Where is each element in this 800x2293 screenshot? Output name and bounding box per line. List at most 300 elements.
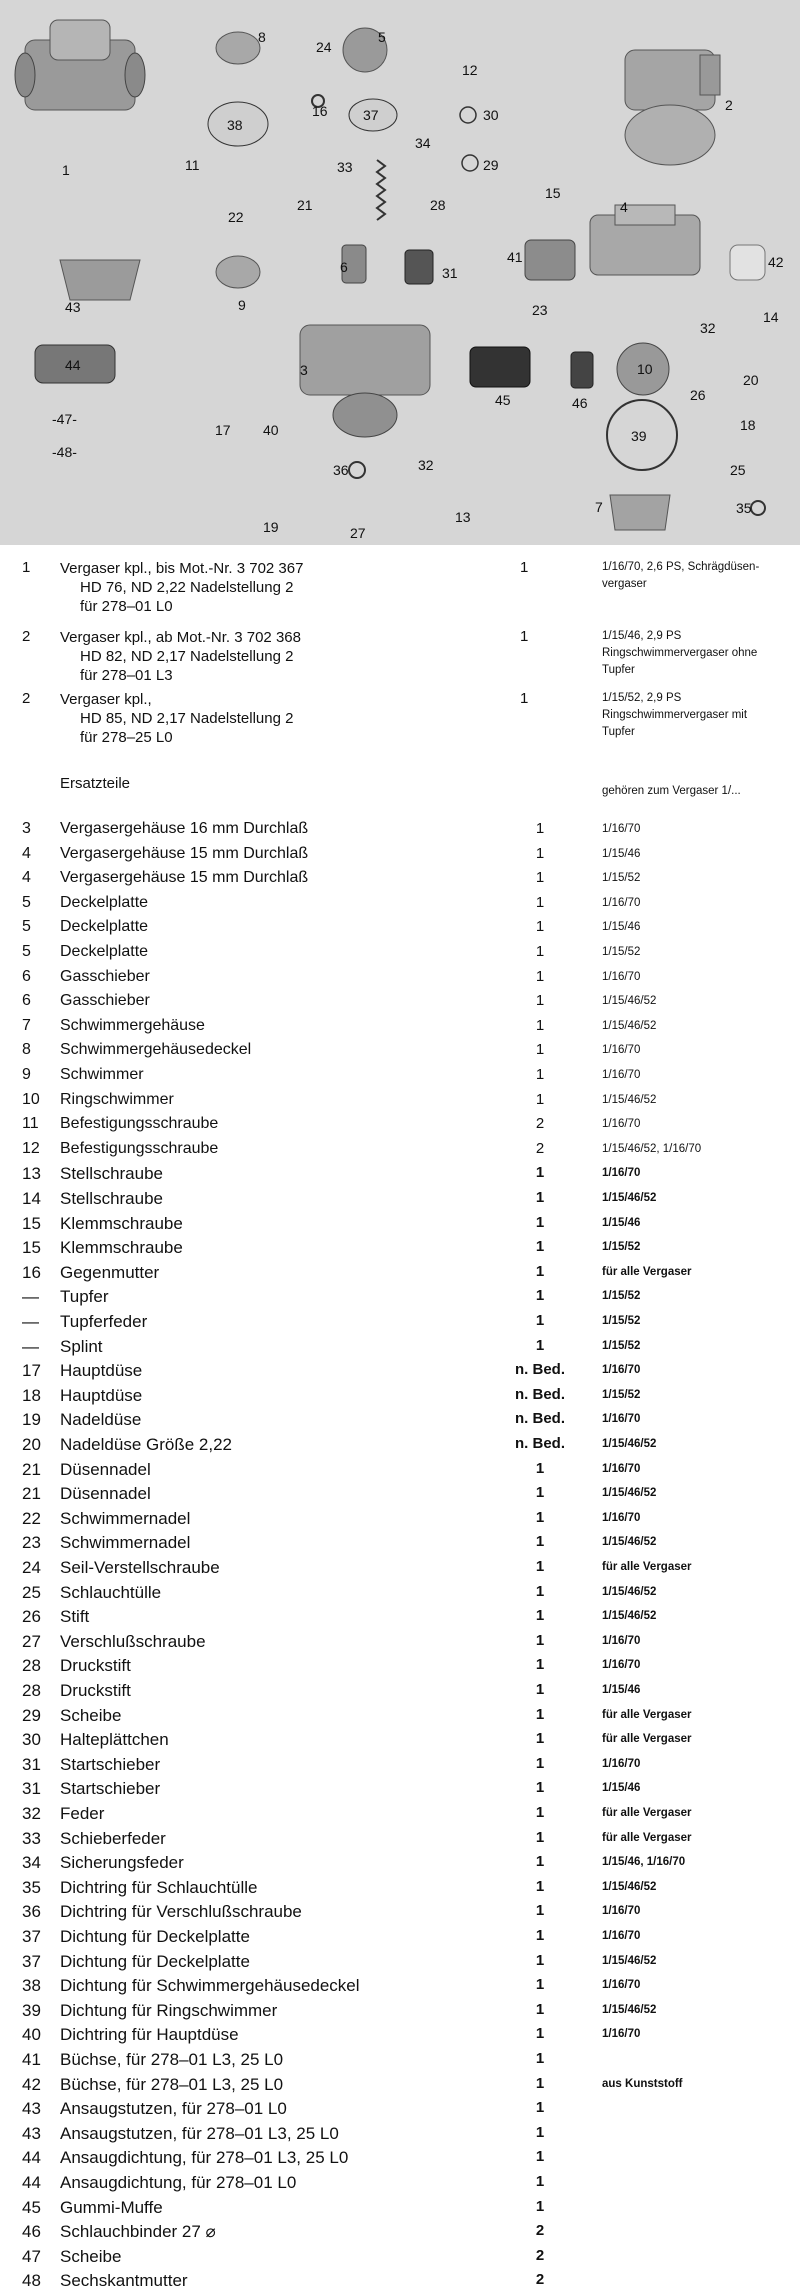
table-row	[0, 1556, 800, 1580]
item-number: 47	[22, 2246, 41, 2266]
item-description: Befestigungsschraube	[60, 1139, 219, 1157]
item-description: Splint	[60, 1336, 103, 1356]
item-description: Scheibe	[60, 1705, 122, 1725]
item-description: Vergasergehäuse 15 mm Durchlaß	[60, 844, 309, 862]
callout-layer	[0, 0, 800, 545]
item-quantity: 1	[535, 967, 545, 985]
table-row	[0, 1138, 800, 1162]
table-row	[0, 1925, 800, 1949]
item-note: 1/16/70	[602, 1757, 641, 1770]
table-row	[0, 1777, 800, 1801]
item-note: 1/15/46/52	[602, 2003, 657, 2016]
item-quantity: 1	[535, 893, 545, 911]
item-number: 31	[22, 1779, 41, 1799]
item-number: 7	[22, 1016, 31, 1034]
item-number: 15	[22, 1213, 41, 1233]
item-description: Schwimmernadel	[60, 1508, 191, 1528]
item-description: Schlauchtülle	[60, 1582, 162, 1602]
item-note: für alle Vergaser	[602, 1561, 692, 1573]
item-description: Nadeldüse	[60, 1410, 142, 1430]
item-number: 1	[22, 559, 31, 576]
item-number: 33	[22, 1828, 41, 1848]
item-note: 1/16/70	[602, 1462, 641, 1475]
callout-28: 28	[430, 197, 446, 213]
item-quantity: 1	[535, 1312, 545, 1329]
item-quantity: 1	[535, 1066, 545, 1083]
table-row	[0, 966, 800, 990]
item-description: Druckstift	[60, 1681, 131, 1700]
exploded-view-illustration	[0, 0, 800, 545]
item-number: 5	[22, 918, 31, 936]
item-number: 48	[22, 2271, 41, 2291]
table-row	[0, 1064, 800, 1088]
item-quantity: 1	[535, 1631, 545, 1649]
table-row	[0, 2245, 800, 2269]
spare-parts-note: gehören zum Vergaser 1/...	[602, 785, 741, 797]
item-note: 1/16/70	[602, 1118, 641, 1131]
item-note: 1/16/70	[602, 1511, 641, 1524]
table-row	[0, 2122, 800, 2146]
item-quantity: 1	[535, 1779, 545, 1797]
item-description: Verschlußschraube	[60, 1631, 206, 1651]
item-number: —	[22, 1287, 39, 1307]
item-number: 43	[22, 2099, 41, 2119]
item-quantity: 1	[535, 820, 545, 837]
item-quantity: 1	[535, 2148, 545, 2166]
item-quantity: 1	[535, 2173, 545, 2190]
item-description: Deckelplatte	[60, 918, 149, 936]
item-description: Dichtung für Deckelplatte	[60, 1927, 250, 1946]
item-quantity: 1	[535, 1508, 545, 1526]
callout-17: 17	[215, 422, 231, 438]
table-row	[0, 1433, 800, 1457]
item-number: 41	[22, 2050, 41, 2069]
item-note: 1/15/46/52	[602, 995, 657, 1008]
callout-1: 1	[62, 162, 70, 178]
table-row	[0, 1876, 800, 1900]
item-number: 13	[22, 1164, 41, 1184]
item-description: Dichtung für Schwimmergehäusedeckel	[60, 1976, 360, 1996]
item-quantity: 1	[535, 1336, 545, 1354]
item-note: 1/15/46/52	[602, 1880, 657, 1893]
item-note: für alle Vergaser	[602, 1807, 692, 1819]
item-note: 1/16/70	[602, 1979, 641, 1992]
item-note: 1/15/52	[602, 1388, 641, 1401]
table-row	[0, 2196, 800, 2220]
table-row	[0, 1531, 800, 1555]
table-row	[0, 1015, 800, 1039]
callout-26: 26	[690, 387, 706, 403]
table-row	[0, 1458, 800, 1482]
item-quantity: 1	[535, 1484, 545, 1502]
item-description: Scheibe	[60, 2246, 122, 2266]
table-row	[0, 818, 800, 842]
item-number: 22	[22, 1508, 41, 1528]
table-row	[0, 2269, 800, 2293]
callout-5: 5	[378, 29, 386, 45]
table-row	[0, 1261, 800, 1285]
item-note: 1/15/46/52	[602, 1536, 657, 1549]
item-note: 1/15/46/52	[602, 1585, 657, 1598]
item-number: 43	[22, 2123, 41, 2143]
table-row	[0, 1753, 800, 1777]
item-quantity: 1	[535, 869, 545, 887]
callout-25: 25	[730, 462, 746, 478]
item-note: 1/15/46/52	[602, 1019, 657, 1032]
callout-20: 20	[743, 372, 759, 388]
item-number: 20	[22, 1435, 41, 1454]
callout-4: 4	[620, 199, 628, 215]
table-row	[0, 1310, 800, 1334]
callout-38: 38	[227, 117, 243, 133]
item-description: Dichtung für Deckelplatte	[60, 1951, 250, 1971]
callout-16: 16	[312, 103, 328, 119]
table-row	[0, 2097, 800, 2121]
item-number: 27	[22, 1631, 41, 1651]
callout-42: 42	[768, 254, 784, 270]
callout-21: 21	[297, 197, 313, 213]
item-quantity: 1	[535, 1927, 545, 1944]
table-row	[0, 1974, 800, 1998]
table-row	[0, 1900, 800, 1924]
callout-23: 23	[532, 302, 548, 318]
item-number: 16	[22, 1262, 41, 1282]
item-note: 1/15/46	[602, 1216, 641, 1229]
item-note: 1/15/46, 1/16/70	[602, 1856, 686, 1869]
item-number: 4	[22, 869, 31, 887]
item-quantity: 2	[535, 2222, 545, 2240]
item-number: 21	[22, 1484, 41, 1504]
item-note: 1/16/70, 2,6 PS, Schrägdüsen- vergaser	[602, 561, 760, 590]
table-row	[0, 1408, 800, 1432]
item-quantity: 1	[535, 1804, 545, 1821]
item-quantity: 1	[535, 1213, 545, 1231]
item-quantity: 1	[535, 1459, 545, 1477]
item-description: Feder	[60, 1804, 105, 1823]
item-number: 8	[22, 1041, 31, 1059]
callout-12: 12	[462, 62, 478, 78]
item-number: 6	[22, 967, 31, 985]
item-description: Deckelplatte	[60, 893, 149, 911]
callout-19: 19	[263, 519, 279, 535]
item-quantity: n. Bed.	[514, 1435, 565, 1452]
item-description: Stellschraube	[60, 1189, 164, 1208]
item-note: 1/16/70	[602, 1659, 641, 1672]
item-number: 36	[22, 1902, 41, 1922]
callout-41: 41	[507, 249, 523, 265]
item-quantity: 1	[535, 1582, 545, 1600]
item-number: —	[22, 1336, 39, 1356]
item-number: 37	[22, 1951, 41, 1971]
item-description: Gasschieber	[60, 967, 150, 985]
item-quantity: 1	[535, 1705, 545, 1723]
item-note: 1/16/70	[602, 2028, 641, 2041]
item-number: 25	[22, 1582, 41, 1602]
item-quantity: 1	[535, 1828, 545, 1846]
item-number: 37	[22, 1927, 41, 1946]
item-quantity: 1	[535, 1533, 545, 1551]
table-row	[0, 1704, 800, 1728]
item-description: Büchse, für 278–01 L3, 25 L0	[60, 2074, 284, 2094]
item-description: Tupfer	[60, 1287, 109, 1307]
item-quantity: 1	[535, 1016, 545, 1034]
table-row	[0, 1384, 800, 1408]
item-description: Hauptdüse	[60, 1385, 143, 1405]
table-row	[0, 2220, 800, 2244]
item-note: 1/15/46	[602, 921, 641, 934]
table-row	[0, 1605, 800, 1629]
item-number: 3	[22, 820, 31, 837]
callout-45: 45	[495, 392, 511, 408]
callout-8: 8	[258, 29, 266, 45]
table-row	[0, 1212, 800, 1236]
item-note: 1/16/70	[602, 1044, 641, 1057]
item-number: 40	[22, 2025, 41, 2045]
callout-31: 31	[442, 265, 458, 281]
item-number: 38	[22, 1976, 41, 1996]
item-description: Schwimmergehäuse	[60, 1016, 205, 1034]
item-quantity: 1	[535, 918, 545, 936]
callout-46: 46	[572, 395, 588, 411]
item-note: 1/16/70	[602, 970, 641, 983]
item-number: 5	[22, 893, 31, 911]
item-note: 1/16/70	[602, 1069, 641, 1081]
callout-18: 18	[740, 417, 756, 433]
item-note: 1/16/70	[602, 1167, 641, 1180]
table-row	[0, 1236, 800, 1260]
item-quantity: 2	[535, 2271, 545, 2289]
item-number: 30	[22, 1730, 41, 1750]
item-quantity: 1	[535, 2050, 545, 2067]
item-quantity: n. Bed.	[514, 1361, 565, 1379]
item-note: 1/15/46	[602, 1782, 641, 1795]
callout-36: 36	[333, 462, 349, 478]
parts-list-section	[0, 545, 800, 2291]
table-row	[0, 990, 800, 1014]
item-description: Klemmschraube	[60, 1213, 183, 1233]
table-row	[0, 1039, 800, 1063]
item-number: 17	[22, 1361, 41, 1381]
table-row	[0, 941, 800, 965]
item-quantity: 1	[520, 559, 529, 576]
callout-14: 14	[763, 309, 779, 325]
item-description: Stift	[60, 1607, 90, 1627]
item-description: Gummi-Muffe	[60, 2197, 163, 2217]
item-number: 24	[22, 1558, 41, 1577]
table-row	[0, 1679, 800, 1703]
item-description: Düsennadel	[60, 1484, 151, 1504]
item-number: 12	[22, 1139, 40, 1157]
table-row	[0, 1950, 800, 1974]
callout-9: 9	[238, 297, 246, 313]
item-number: 4	[22, 844, 31, 862]
item-number: 44	[22, 2173, 41, 2192]
table-row	[0, 1654, 800, 1678]
item-note: 1/16/70	[602, 823, 641, 835]
item-note: 1/15/46/52	[602, 1438, 657, 1450]
item-description: Schwimmergehäusedeckel	[60, 1041, 252, 1059]
item-number: 21	[22, 1459, 41, 1479]
item-number: 23	[22, 1533, 41, 1553]
table-row	[0, 1285, 800, 1309]
item-number: 15	[22, 1238, 41, 1258]
item-description: Stellschraube	[60, 1164, 164, 1184]
item-description: Druckstift	[60, 1656, 131, 1676]
item-quantity: 1	[535, 1558, 545, 1575]
item-description: Schwimmernadel	[60, 1533, 191, 1553]
table-row	[0, 1187, 800, 1211]
item-quantity: 1	[520, 690, 529, 707]
item-note: 1/16/70	[602, 1634, 641, 1647]
callout-37: 37	[363, 107, 379, 123]
spare-parts-heading: Ersatzteile	[60, 775, 131, 792]
item-description: Sicherungsfeder	[60, 1853, 184, 1873]
callout-3: 3	[300, 362, 308, 378]
callout-27: 27	[350, 525, 366, 541]
callout-35: 35	[736, 500, 752, 516]
item-note: 1/15/46/52	[602, 1093, 657, 1106]
item-quantity: 1	[535, 2099, 545, 2117]
item-number: 6	[22, 992, 31, 1010]
table-row	[0, 2048, 800, 2072]
item-description: Vergaser kpl., bis Mot.-Nr. 3 702 367 HD 76, ND 2,22 Nadelstellung 2 für 278–01 L0	[60, 560, 304, 615]
item-number: 9	[22, 1066, 31, 1083]
item-description: Befestigungsschraube	[60, 1115, 219, 1133]
callout-6: 6	[340, 259, 348, 275]
item-quantity: 1	[535, 1976, 545, 1994]
item-quantity: 1	[535, 1754, 545, 1772]
callout-47: -47-	[52, 411, 77, 427]
item-number: 5	[22, 943, 31, 960]
item-number: 2	[22, 628, 31, 645]
item-description: Schieberfeder	[60, 1828, 166, 1848]
item-number: 29	[22, 1705, 41, 1725]
table-row	[0, 1999, 800, 2023]
item-number: 14	[22, 1189, 41, 1208]
item-quantity: 1	[535, 1287, 545, 1305]
item-note: 1/15/46/52	[602, 1192, 657, 1204]
table-row	[0, 1728, 800, 1752]
item-quantity: 1	[535, 1090, 545, 1108]
item-note: 1/15/46/52, 1/16/70	[602, 1142, 702, 1155]
table-row	[0, 1851, 800, 1875]
callout-22: 22	[228, 209, 244, 225]
item-description: Ansaugdichtung, für 278–01 L3, 25 L0	[60, 2148, 349, 2168]
callout-40: 40	[263, 422, 279, 438]
callout-34: 34	[415, 135, 431, 151]
item-description: Dichtung für Ringschwimmer	[60, 2000, 278, 2020]
table-row	[0, 867, 800, 891]
item-quantity: 1	[535, 2000, 545, 2018]
item-number: —	[22, 1312, 39, 1331]
item-quantity: 1	[535, 844, 545, 862]
table-row	[0, 1630, 800, 1654]
item-quantity: 1	[535, 2074, 545, 2092]
item-note: für alle Vergaser	[602, 1265, 692, 1278]
table-row	[0, 1802, 800, 1826]
item-description: Nadeldüse Größe 2,22	[60, 1435, 232, 1454]
item-description: Ansaugstutzen, für 278–01 L3, 25 L0	[60, 2123, 339, 2143]
callout-32a: 32	[418, 457, 434, 473]
table-row	[0, 1162, 800, 1186]
table-row	[0, 2073, 800, 2097]
item-number: 32	[22, 1804, 41, 1823]
callout-13: 13	[455, 509, 471, 525]
callout-39: 39	[631, 428, 647, 444]
item-note: 1/15/52	[602, 872, 641, 885]
item-quantity: 2	[535, 2246, 545, 2264]
callout-29: 29	[483, 157, 499, 173]
item-quantity: 1	[535, 992, 545, 1010]
item-quantity: 1	[535, 1681, 545, 1698]
item-quantity: 1	[535, 1656, 545, 1674]
item-description: Sechskantmutter	[60, 2271, 188, 2291]
item-note: 1/16/70	[602, 1364, 641, 1377]
item-note: 1/15/52	[602, 1339, 641, 1352]
item-note: 1/16/70	[602, 1905, 641, 1918]
item-description: Vergaser kpl., HD 85, ND 2,17 Nadelstellung 2 für 278–25 L0	[60, 691, 294, 746]
item-number: 18	[22, 1385, 41, 1405]
table-row	[0, 1089, 800, 1113]
item-number: 28	[22, 1656, 41, 1676]
item-quantity: 1	[535, 1041, 545, 1059]
callout-15: 15	[545, 185, 561, 201]
item-quantity: 1	[535, 1189, 545, 1206]
table-row	[0, 1581, 800, 1605]
item-note: für alle Vergaser	[602, 1831, 692, 1844]
callout-30: 30	[483, 107, 499, 123]
item-quantity: 1	[535, 1730, 545, 1748]
item-description: Dichtring für Hauptdüse	[60, 2025, 239, 2045]
callout-11: 11	[185, 157, 200, 173]
table-row	[0, 892, 800, 916]
table-row	[0, 1359, 800, 1383]
item-quantity: 1	[535, 2123, 545, 2141]
item-quantity: n. Bed.	[514, 1410, 565, 1428]
item-number: 45	[22, 2197, 41, 2217]
item-note: 1/15/46/52	[602, 1954, 657, 1967]
item-note: 1/15/52	[602, 1315, 641, 1327]
item-note: 1/15/52	[602, 1241, 641, 1254]
item-description: Gegenmutter	[60, 1262, 160, 1282]
callout-48: -48-	[52, 444, 77, 460]
item-quantity: 1	[535, 1951, 545, 1969]
item-description: Hauptdüse	[60, 1361, 143, 1381]
item-number: 34	[22, 1853, 41, 1873]
item-description: Tupferfeder	[60, 1312, 148, 1331]
item-quantity: 1	[520, 628, 529, 645]
table-row	[0, 1827, 800, 1851]
item-quantity: 2	[535, 1115, 545, 1133]
table-row	[0, 1335, 800, 1359]
item-note: 1/15/46/52	[602, 1610, 657, 1623]
item-number: 11	[22, 1115, 39, 1133]
item-number: 10	[22, 1090, 40, 1108]
callout-43: 43	[65, 299, 81, 315]
item-note: 1/15/46	[602, 1684, 641, 1696]
item-number: 31	[22, 1754, 41, 1774]
item-quantity: 1	[535, 1877, 545, 1895]
item-description: Ringschwimmer	[60, 1090, 174, 1108]
table-row	[0, 843, 800, 867]
item-description: Startschieber	[60, 1754, 161, 1774]
item-quantity: 1	[535, 2197, 545, 2215]
item-number: 46	[22, 2222, 41, 2242]
item-description: Startschieber	[60, 1779, 161, 1799]
item-note: 1/15/52, 2,9 PS Ringschwimmervergaser mit Tupfer	[602, 692, 748, 738]
item-note: 1/15/52	[602, 946, 641, 958]
item-description: Ansaugstutzen, für 278–01 L0	[60, 2099, 287, 2119]
